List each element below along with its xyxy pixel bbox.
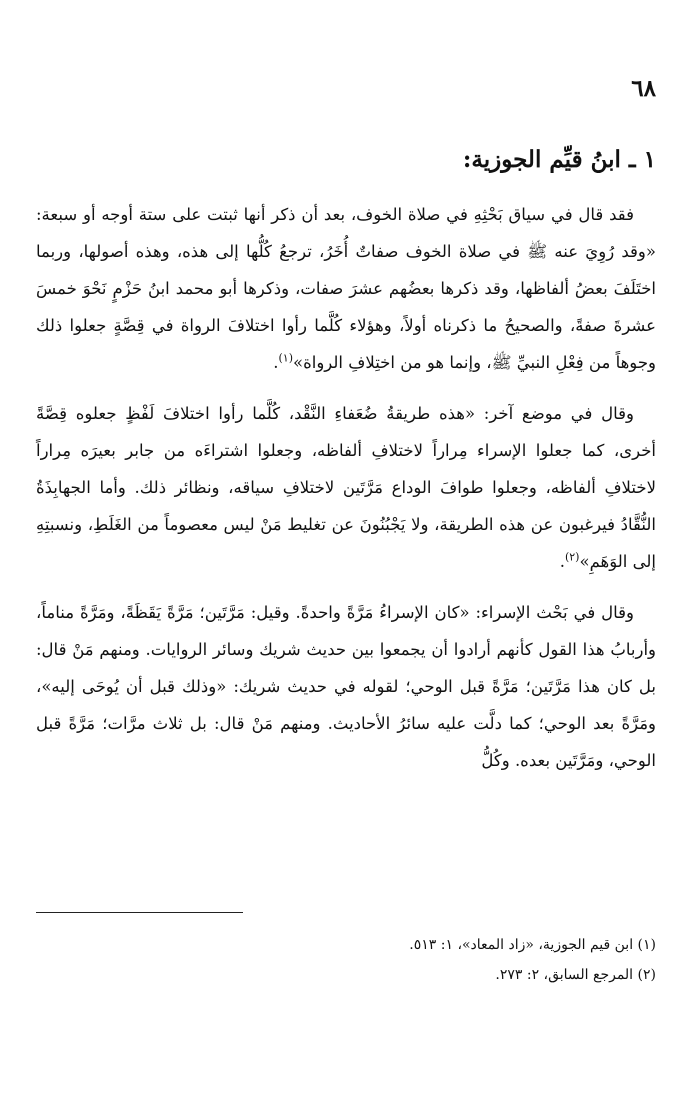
section-heading: ١ ـ ابنُ قيِّم الجوزية: [462, 146, 656, 173]
footnote-reference: (٢) [564, 550, 580, 564]
paragraph-text: وقال في بَحْث الإسراء: «كان الإسراءُ مَرَّةً واحدةً. وقيل: مَرَّتَين؛ مَرَّةً يَقَظَةً، ومَرَّةً مناماً، وأربابُ هذا القول كأنهم أرادوا أن يجمعوا بين حديث شريك وسائر الروايات. ومنهم مَنْ قال: بل كان هذا مَرَّتَين؛ مَرَّةً قبل الوحي؛ لقوله في حديث شريك: «وذلك قبل أن يُوحَى إليه»، ومَرَّةً بعد الوحي؛ كما دلَّت عليه سائرُ الأحاديث. ومنهم مَنْ قال: بل ثلاث مرَّات؛ مَرَّةً قبل الوحي، ومَرَّتَين بعده. وكُلُّ [36, 603, 656, 770]
page-number: ٦٨ [631, 75, 656, 102]
footnote-reference: (١) [278, 351, 293, 365]
paragraph-text: فقد قال في سياق بَحْثِهِ في صلاة الخوف، بعد أن ذكر أنها ثبتت على ستة أوجه أو سبعة: «وقد رُوِيَ عنه ﷺ في صلاة الخوف صفاتٌ أُخَرُ، ترجعُ كُلُّها إلى هذه، وهذه أصولها، وربما اختَلَفَ بعضُ ألفاظها، وقد ذكرها بعضُهم عشرَ صفات، وذكرها أبو محمد ابنُ حَزْمٍ نَحْوَ خمسَ عشرةَ صفةً، والصحيحُ ما ذكرناه أولاً، وهؤلاء كُلَّما رأوا اختلافَ الرواة في قِصَّةٍ جعلوا ذلك وجوهاً من فِعْلِ النبيِّ ﷺ، وإنما هو من اختِلافِ الرواة» [36, 205, 656, 372]
paragraph [36, 594, 656, 779]
footnote-divider [36, 912, 243, 913]
footnotes [36, 930, 656, 990]
paragraph [36, 395, 656, 580]
footnote: (١) ابن قيم الجوزية، «زاد المعاد»، ١: ٥١٣. [409, 937, 656, 953]
paragraph [36, 196, 656, 381]
paragraph-tail: . [273, 353, 279, 372]
body-text [36, 196, 656, 793]
footnote: (٢) المرجع السابق، ٢: ٢٧٣. [495, 967, 656, 983]
paragraph-tail: . [559, 552, 565, 571]
paragraph-text: وقال في موضع آخر: «هذه طريقةُ ضُعَفاءِ النَّقْد، كُلَّما رأوا اختلافَ لَفْظٍ جعلوه قِصَّةً أخرى، كما جعلوا الإسراء مِراراً لاختلافِ ألفاظه، وجعلوا اشتراءَه من جابر بعيرَه مِراراً لاختلافِ ألفاظه، وجعلوا طوافَ الوداع مَرَّتَين لاختلافِ سياقه، ونظائر ذلك. وأما الجهابِذَةُ النُّقَّادُ فيرغبون عن هذه الطريقة، ولا يَجْبُنُونَ عن تغليط مَنْ ليس معصوماً من الغَلَطِ، ونسبتِهِ إلى الوَهَمِ» [36, 404, 656, 571]
